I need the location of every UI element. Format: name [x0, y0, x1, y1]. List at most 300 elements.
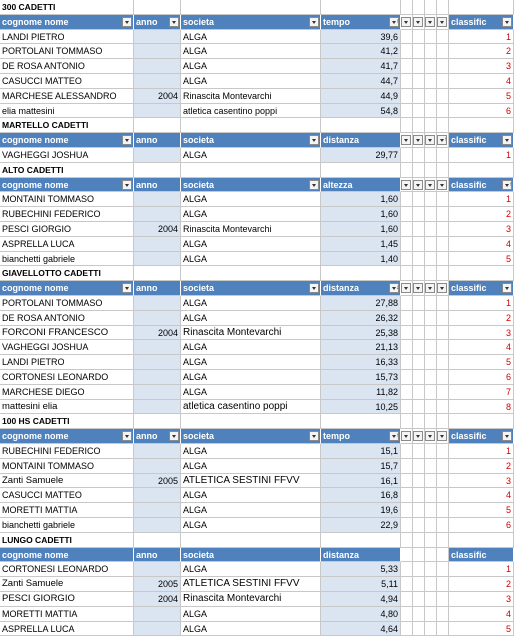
athlete-name-cell[interactable]: VAGHEGGI JOSHUA [0, 340, 134, 355]
rank-cell[interactable]: 1 [449, 296, 514, 311]
club-cell[interactable]: ALGA [181, 355, 321, 370]
empty-cell[interactable] [437, 30, 449, 45]
empty-cell[interactable] [401, 30, 413, 45]
name-column-header[interactable] [0, 178, 134, 193]
athlete-name-cell[interactable]: MORETTI MATTIA [0, 503, 134, 518]
result-value-cell[interactable]: 19,6 [321, 503, 401, 518]
result-value-cell[interactable]: 54,8 [321, 104, 401, 119]
rank-cell[interactable]: 4 [449, 74, 514, 89]
empty-cell[interactable] [425, 44, 437, 59]
empty-cell[interactable] [413, 326, 425, 341]
empty-column-header[interactable] [437, 15, 449, 30]
empty-cell[interactable] [437, 59, 449, 74]
club-cell[interactable]: ALGA [181, 30, 321, 45]
filter-dropdown-icon[interactable] [401, 135, 411, 145]
empty-cell[interactable] [437, 400, 449, 415]
athlete-name-cell[interactable]: MONTAINI TOMMASO [0, 459, 134, 474]
club-cell[interactable]: ALGA [181, 607, 321, 622]
rank-cell[interactable]: 3 [449, 326, 514, 341]
club-cell[interactable]: Rinascita Montevarchi [181, 326, 321, 341]
birth-year-cell[interactable] [134, 518, 181, 533]
filter-dropdown-icon[interactable] [425, 17, 435, 27]
empty-cell[interactable] [413, 622, 425, 637]
empty-column-header[interactable] [437, 429, 449, 444]
rank-cell[interactable]: 1 [449, 192, 514, 207]
rank-column-header[interactable] [449, 429, 514, 444]
result-value-cell[interactable]: 16,1 [321, 474, 401, 489]
club-cell[interactable]: ALGA [181, 562, 321, 577]
empty-column-header[interactable] [425, 133, 437, 148]
societa-column-header[interactable] [181, 133, 321, 148]
empty-cell[interactable] [437, 207, 449, 222]
rank-cell[interactable]: 7 [449, 385, 514, 400]
club-cell[interactable]: ALGA [181, 370, 321, 385]
rank-cell[interactable]: 8 [449, 400, 514, 415]
empty-column-header[interactable] [413, 281, 425, 296]
result-value-cell[interactable]: 15,73 [321, 370, 401, 385]
athlete-name-cell[interactable]: MARCHESE ALESSANDRO [0, 89, 134, 104]
empty-column-header[interactable] [425, 178, 437, 193]
filter-dropdown-icon[interactable] [413, 17, 423, 27]
name-column-header[interactable] [0, 133, 134, 148]
empty-cell[interactable] [437, 252, 449, 267]
filter-dropdown-icon[interactable] [309, 283, 319, 293]
athlete-name-cell[interactable]: Zanti Samuele [0, 474, 134, 489]
result-value-cell[interactable]: 5,33 [321, 562, 401, 577]
rank-cell[interactable]: 6 [449, 518, 514, 533]
rank-cell[interactable]: 2 [449, 311, 514, 326]
result-value-cell[interactable]: 4,94 [321, 592, 401, 607]
empty-column-header[interactable] [425, 429, 437, 444]
result-value-cell[interactable]: 25,38 [321, 326, 401, 341]
rank-column-header[interactable] [449, 281, 514, 296]
birth-year-cell[interactable] [134, 385, 181, 400]
birth-year-cell[interactable] [134, 444, 181, 459]
club-cell[interactable]: Rinascita Montevarchi [181, 222, 321, 237]
empty-cell[interactable] [425, 104, 437, 119]
rank-cell[interactable]: 6 [449, 370, 514, 385]
empty-cell[interactable] [437, 592, 449, 607]
filter-dropdown-icon[interactable] [309, 135, 319, 145]
value-column-header[interactable] [321, 429, 401, 444]
result-value-cell[interactable]: 5,11 [321, 577, 401, 592]
filter-dropdown-icon[interactable] [401, 283, 411, 293]
empty-cell[interactable] [425, 237, 437, 252]
empty-cell[interactable] [437, 74, 449, 89]
athlete-name-cell[interactable]: RUBECHINI FEDERICO [0, 207, 134, 222]
empty-cell[interactable] [413, 488, 425, 503]
rank-cell[interactable]: 5 [449, 252, 514, 267]
birth-year-cell[interactable]: 2004 [134, 89, 181, 104]
empty-cell[interactable] [413, 237, 425, 252]
empty-cell[interactable] [425, 444, 437, 459]
empty-cell[interactable] [437, 459, 449, 474]
empty-cell[interactable] [437, 577, 449, 592]
empty-cell[interactable] [437, 518, 449, 533]
filter-dropdown-icon[interactable] [401, 180, 411, 190]
empty-cell[interactable] [401, 355, 413, 370]
empty-cell[interactable] [413, 385, 425, 400]
empty-cell[interactable] [401, 252, 413, 267]
empty-cell[interactable] [425, 192, 437, 207]
athlete-name-cell[interactable]: DE ROSA ANTONIO [0, 59, 134, 74]
empty-cell[interactable] [425, 340, 437, 355]
value-column-header[interactable] [321, 281, 401, 296]
athlete-name-cell[interactable]: PORTOLANI TOMMASO [0, 296, 134, 311]
empty-cell[interactable] [401, 503, 413, 518]
rank-cell[interactable]: 1 [449, 30, 514, 45]
birth-year-cell[interactable]: 2005 [134, 577, 181, 592]
empty-cell[interactable] [437, 370, 449, 385]
club-cell[interactable]: ALGA [181, 311, 321, 326]
rank-column-header[interactable] [449, 15, 514, 30]
rank-cell[interactable]: 3 [449, 592, 514, 607]
empty-cell[interactable] [413, 252, 425, 267]
rank-cell[interactable]: 3 [449, 222, 514, 237]
birth-year-cell[interactable] [134, 148, 181, 163]
club-cell[interactable]: ALGA [181, 44, 321, 59]
rank-cell[interactable]: 2 [449, 459, 514, 474]
athlete-name-cell[interactable]: CASUCCI MATTEO [0, 488, 134, 503]
empty-cell[interactable] [401, 474, 413, 489]
club-cell[interactable]: atletica casentino poppi [181, 400, 321, 415]
empty-cell[interactable] [425, 518, 437, 533]
empty-cell[interactable] [437, 222, 449, 237]
empty-cell[interactable] [413, 400, 425, 415]
empty-cell[interactable] [401, 44, 413, 59]
result-value-cell[interactable]: 26,32 [321, 311, 401, 326]
empty-cell[interactable] [413, 562, 425, 577]
empty-cell[interactable] [413, 104, 425, 119]
empty-cell[interactable] [437, 607, 449, 622]
empty-cell[interactable] [425, 207, 437, 222]
rank-cell[interactable]: 5 [449, 503, 514, 518]
empty-cell[interactable] [413, 459, 425, 474]
name-column-header[interactable] [0, 429, 134, 444]
empty-cell[interactable] [401, 222, 413, 237]
empty-cell[interactable] [401, 311, 413, 326]
birth-year-cell[interactable] [134, 488, 181, 503]
rank-cell[interactable]: 1 [449, 444, 514, 459]
empty-cell[interactable] [425, 503, 437, 518]
value-column-header[interactable] [321, 548, 401, 563]
empty-cell[interactable] [413, 355, 425, 370]
result-value-cell[interactable]: 1,60 [321, 192, 401, 207]
empty-cell[interactable] [413, 311, 425, 326]
club-cell[interactable]: Rinascita Montevarchi [181, 592, 321, 607]
result-value-cell[interactable]: 41,2 [321, 44, 401, 59]
empty-cell[interactable] [413, 89, 425, 104]
empty-cell[interactable] [425, 311, 437, 326]
empty-cell[interactable] [425, 355, 437, 370]
empty-cell[interactable] [425, 488, 437, 503]
empty-cell[interactable] [401, 577, 413, 592]
filter-dropdown-icon[interactable] [502, 17, 512, 27]
empty-cell[interactable] [401, 400, 413, 415]
filter-dropdown-icon[interactable] [437, 17, 447, 27]
rank-column-header[interactable] [449, 548, 514, 563]
birth-year-cell[interactable] [134, 192, 181, 207]
result-value-cell[interactable]: 29,77 [321, 148, 401, 163]
filter-dropdown-icon[interactable] [437, 135, 447, 145]
rank-cell[interactable]: 1 [449, 562, 514, 577]
empty-cell[interactable] [437, 311, 449, 326]
empty-column-header[interactable] [413, 429, 425, 444]
filter-dropdown-icon[interactable] [413, 180, 423, 190]
empty-cell[interactable] [425, 370, 437, 385]
result-value-cell[interactable]: 1,60 [321, 222, 401, 237]
club-cell[interactable]: ALGA [181, 385, 321, 400]
birth-year-cell[interactable]: 2005 [134, 474, 181, 489]
name-column-header[interactable] [0, 548, 134, 563]
empty-cell[interactable] [425, 89, 437, 104]
empty-cell[interactable] [401, 296, 413, 311]
empty-cell[interactable] [401, 74, 413, 89]
value-column-header[interactable] [321, 178, 401, 193]
empty-column-header[interactable] [437, 548, 449, 563]
filter-dropdown-icon[interactable] [122, 135, 132, 145]
filter-dropdown-icon[interactable] [401, 17, 411, 27]
empty-cell[interactable] [425, 148, 437, 163]
filter-dropdown-icon[interactable] [389, 431, 399, 441]
athlete-name-cell[interactable]: LANDI PIETRO [0, 30, 134, 45]
result-value-cell[interactable]: 15,1 [321, 444, 401, 459]
empty-cell[interactable] [413, 207, 425, 222]
empty-column-header[interactable] [401, 548, 413, 563]
empty-cell[interactable] [437, 474, 449, 489]
empty-cell[interactable] [425, 59, 437, 74]
club-cell[interactable]: ALGA [181, 74, 321, 89]
societa-column-header[interactable] [181, 178, 321, 193]
club-cell[interactable]: Rinascita Montevarchi [181, 89, 321, 104]
filter-dropdown-icon[interactable] [169, 17, 179, 27]
empty-cell[interactable] [425, 400, 437, 415]
birth-year-cell[interactable]: 2004 [134, 592, 181, 607]
empty-cell[interactable] [401, 192, 413, 207]
athlete-name-cell[interactable]: RUBECHINI FEDERICO [0, 444, 134, 459]
birth-year-cell[interactable] [134, 74, 181, 89]
athlete-name-cell[interactable]: PESCI GIORGIO [0, 222, 134, 237]
empty-cell[interactable] [437, 385, 449, 400]
result-value-cell[interactable]: 39,6 [321, 30, 401, 45]
empty-cell[interactable] [401, 518, 413, 533]
rank-cell[interactable]: 3 [449, 59, 514, 74]
result-value-cell[interactable]: 27,88 [321, 296, 401, 311]
empty-column-header[interactable] [413, 178, 425, 193]
rank-cell[interactable]: 3 [449, 474, 514, 489]
empty-cell[interactable] [437, 104, 449, 119]
result-value-cell[interactable]: 1,60 [321, 207, 401, 222]
anno-column-header[interactable] [134, 15, 181, 30]
club-cell[interactable]: ALGA [181, 192, 321, 207]
empty-column-header[interactable] [437, 281, 449, 296]
empty-cell[interactable] [401, 444, 413, 459]
birth-year-cell[interactable] [134, 296, 181, 311]
birth-year-cell[interactable] [134, 355, 181, 370]
empty-cell[interactable] [425, 296, 437, 311]
empty-cell[interactable] [401, 385, 413, 400]
name-column-header[interactable] [0, 281, 134, 296]
empty-cell[interactable] [401, 562, 413, 577]
empty-cell[interactable] [437, 444, 449, 459]
value-column-header[interactable] [321, 133, 401, 148]
empty-cell[interactable] [425, 74, 437, 89]
athlete-name-cell[interactable]: PESCI GIORGIO [0, 592, 134, 607]
club-cell[interactable]: ATLETICA SESTINI FFVV [181, 577, 321, 592]
result-value-cell[interactable]: 16,8 [321, 488, 401, 503]
filter-dropdown-icon[interactable] [437, 283, 447, 293]
empty-cell[interactable] [401, 207, 413, 222]
empty-cell[interactable] [425, 326, 437, 341]
empty-cell[interactable] [401, 592, 413, 607]
athlete-name-cell[interactable]: DE ROSA ANTONIO [0, 311, 134, 326]
club-cell[interactable]: ALGA [181, 488, 321, 503]
athlete-name-cell[interactable]: CASUCCI MATTEO [0, 74, 134, 89]
filter-dropdown-icon[interactable] [122, 17, 132, 27]
empty-cell[interactable] [401, 237, 413, 252]
birth-year-cell[interactable] [134, 207, 181, 222]
athlete-name-cell[interactable]: elia mattesini [0, 104, 134, 119]
empty-cell[interactable] [401, 104, 413, 119]
filter-dropdown-icon[interactable] [425, 431, 435, 441]
empty-cell[interactable] [401, 622, 413, 637]
athlete-name-cell[interactable]: MONTAINI TOMMASO [0, 192, 134, 207]
empty-cell[interactable] [413, 474, 425, 489]
filter-dropdown-icon[interactable] [502, 180, 512, 190]
empty-cell[interactable] [437, 192, 449, 207]
club-cell[interactable]: ALGA [181, 340, 321, 355]
birth-year-cell[interactable] [134, 237, 181, 252]
birth-year-cell[interactable] [134, 622, 181, 637]
empty-cell[interactable] [437, 340, 449, 355]
empty-column-header[interactable] [401, 15, 413, 30]
filter-dropdown-icon[interactable] [169, 431, 179, 441]
value-column-header[interactable] [321, 15, 401, 30]
club-cell[interactable]: ALGA [181, 503, 321, 518]
result-value-cell[interactable]: 44,7 [321, 74, 401, 89]
anno-column-header[interactable] [134, 548, 181, 563]
birth-year-cell[interactable] [134, 503, 181, 518]
athlete-name-cell[interactable]: FORCONI FRANCESCO [0, 326, 134, 341]
empty-cell[interactable] [437, 44, 449, 59]
societa-column-header[interactable] [181, 429, 321, 444]
filter-dropdown-icon[interactable] [122, 180, 132, 190]
birth-year-cell[interactable] [134, 340, 181, 355]
societa-column-header[interactable] [181, 548, 321, 563]
anno-column-header[interactable] [134, 133, 181, 148]
empty-cell[interactable] [401, 607, 413, 622]
birth-year-cell[interactable] [134, 400, 181, 415]
anno-column-header[interactable] [134, 281, 181, 296]
empty-cell[interactable] [413, 148, 425, 163]
filter-dropdown-icon[interactable] [437, 431, 447, 441]
empty-cell[interactable] [401, 370, 413, 385]
club-cell[interactable]: ATLETICA SESTINI FFVV [181, 474, 321, 489]
empty-cell[interactable] [437, 355, 449, 370]
filter-dropdown-icon[interactable] [425, 180, 435, 190]
empty-column-header[interactable] [413, 15, 425, 30]
empty-cell[interactable] [413, 444, 425, 459]
athlete-name-cell[interactable]: CORTONESI LEONARDO [0, 370, 134, 385]
club-cell[interactable]: ALGA [181, 207, 321, 222]
result-value-cell[interactable]: 22,9 [321, 518, 401, 533]
name-column-header[interactable] [0, 15, 134, 30]
birth-year-cell[interactable] [134, 459, 181, 474]
empty-cell[interactable] [425, 474, 437, 489]
rank-cell[interactable]: 2 [449, 577, 514, 592]
empty-cell[interactable] [413, 30, 425, 45]
empty-column-header[interactable] [401, 281, 413, 296]
result-value-cell[interactable]: 4,80 [321, 607, 401, 622]
empty-cell[interactable] [437, 89, 449, 104]
empty-cell[interactable] [413, 503, 425, 518]
empty-cell[interactable] [437, 237, 449, 252]
rank-cell[interactable]: 5 [449, 355, 514, 370]
athlete-name-cell[interactable]: Zanti Samuele [0, 577, 134, 592]
result-value-cell[interactable]: 1,40 [321, 252, 401, 267]
rank-cell[interactable]: 5 [449, 622, 514, 637]
societa-column-header[interactable] [181, 15, 321, 30]
empty-column-header[interactable] [401, 429, 413, 444]
filter-dropdown-icon[interactable] [437, 180, 447, 190]
birth-year-cell[interactable]: 2004 [134, 326, 181, 341]
athlete-name-cell[interactable]: ASPRELLA LUCA [0, 237, 134, 252]
birth-year-cell[interactable]: 2004 [134, 222, 181, 237]
filter-dropdown-icon[interactable] [401, 431, 411, 441]
empty-cell[interactable] [425, 592, 437, 607]
birth-year-cell[interactable] [134, 562, 181, 577]
empty-cell[interactable] [401, 89, 413, 104]
athlete-name-cell[interactable]: mattesini elia [0, 400, 134, 415]
empty-cell[interactable] [437, 488, 449, 503]
rank-cell[interactable]: 1 [449, 148, 514, 163]
empty-cell[interactable] [425, 622, 437, 637]
empty-cell[interactable] [401, 459, 413, 474]
filter-dropdown-icon[interactable] [309, 17, 319, 27]
club-cell[interactable]: ALGA [181, 622, 321, 637]
empty-cell[interactable] [437, 622, 449, 637]
empty-cell[interactable] [413, 607, 425, 622]
empty-cell[interactable] [413, 296, 425, 311]
empty-column-header[interactable] [425, 548, 437, 563]
anno-column-header[interactable] [134, 429, 181, 444]
empty-column-header[interactable] [437, 133, 449, 148]
empty-cell[interactable] [413, 222, 425, 237]
filter-dropdown-icon[interactable] [502, 283, 512, 293]
empty-cell[interactable] [425, 252, 437, 267]
birth-year-cell[interactable] [134, 311, 181, 326]
club-cell[interactable]: ALGA [181, 237, 321, 252]
rank-cell[interactable]: 4 [449, 237, 514, 252]
filter-dropdown-icon[interactable] [425, 135, 435, 145]
athlete-name-cell[interactable]: bianchetti gabriele [0, 518, 134, 533]
empty-cell[interactable] [401, 326, 413, 341]
birth-year-cell[interactable] [134, 59, 181, 74]
result-value-cell[interactable]: 4,64 [321, 622, 401, 637]
empty-cell[interactable] [413, 340, 425, 355]
empty-cell[interactable] [413, 74, 425, 89]
club-cell[interactable]: ALGA [181, 296, 321, 311]
empty-cell[interactable] [437, 148, 449, 163]
empty-column-header[interactable] [425, 15, 437, 30]
athlete-name-cell[interactable]: ASPRELLA LUCA [0, 622, 134, 637]
empty-cell[interactable] [413, 518, 425, 533]
empty-cell[interactable] [437, 562, 449, 577]
result-value-cell[interactable]: 16,33 [321, 355, 401, 370]
athlete-name-cell[interactable]: LANDI PIETRO [0, 355, 134, 370]
result-value-cell[interactable]: 1,45 [321, 237, 401, 252]
empty-cell[interactable] [401, 340, 413, 355]
